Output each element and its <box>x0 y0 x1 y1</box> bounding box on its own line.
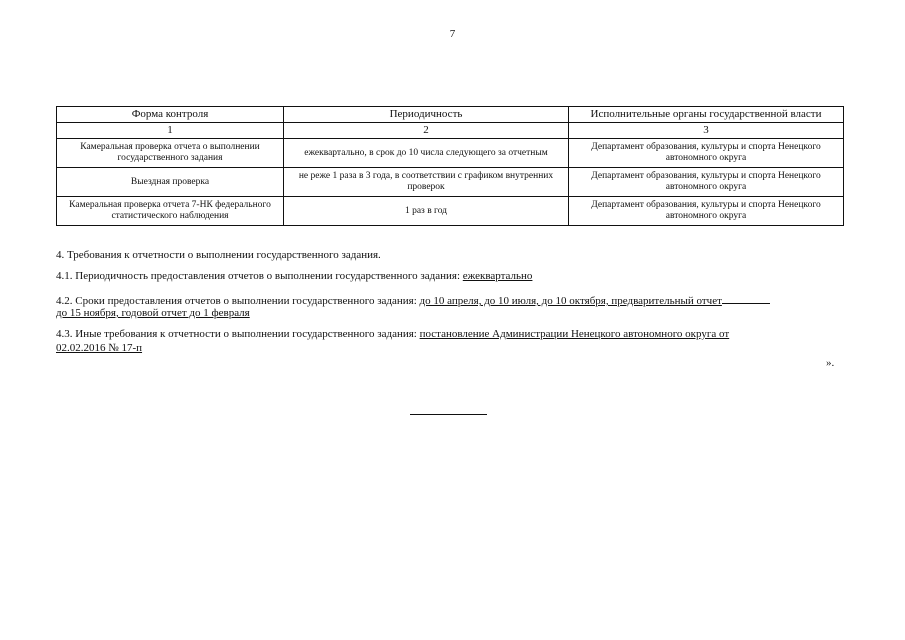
requirement-4-3-label: 4.3. Иные требования к отчетности о выполнении государственного задания: <box>56 328 420 340</box>
table-row <box>57 168 844 197</box>
requirement-4-2-continued <box>56 306 846 321</box>
requirement-4-3-continued <box>56 341 846 356</box>
control-table <box>56 106 844 226</box>
requirement-4-2-value-line1: до 10 апреля, до 10 июля, до 10 октября, предварительный отчет <box>419 295 722 307</box>
table-row <box>57 139 844 168</box>
separator-line <box>410 414 487 415</box>
column-number: 2 <box>284 123 569 139</box>
requirement-4-2-value-line2: до 15 ноября, годовой отчет до 1 февраля <box>56 307 250 319</box>
table-header-row <box>57 107 844 123</box>
requirement-4-1 <box>56 269 846 284</box>
cell-control-form: Камеральная проверка отчета 7-НК федерального статистического наблюдения <box>57 197 284 226</box>
requirement-4-3-value-line2: 02.02.2016 № 17-п <box>56 342 143 354</box>
requirement-4-1-value: ежеквартально <box>462 270 533 282</box>
cell-periodicity: ежеквартально, в срок до 10 числа следующего за отчетным <box>284 139 569 168</box>
cell-periodicity: 1 раз в год <box>284 197 569 226</box>
header-control-form: Форма контроля <box>57 107 284 123</box>
requirement-4-3 <box>56 327 846 342</box>
column-number-row <box>57 123 844 139</box>
cell-control-form: Камеральная проверка отчета о выполнении государственного задания <box>57 139 284 168</box>
column-number: 1 <box>57 123 284 139</box>
cell-periodicity: не реже 1 раза в 3 года, в соответствии с графиком внутренних проверок <box>284 168 569 197</box>
requirements-heading: 4. Требования к отчетности о выполнении государственного задания. <box>56 249 381 261</box>
cell-authority: Департамент образования, культуры и спорта Ненецкого автономного округа <box>569 168 844 197</box>
table-row <box>57 197 844 226</box>
cell-authority: Департамент образования, культуры и спорта Ненецкого автономного округа <box>569 139 844 168</box>
header-authorities: Исполнительные органы государственной власти <box>569 107 844 123</box>
underline-fill <box>722 292 770 304</box>
requirement-4-1-label: 4.1. Периодичность предоставления отчетов о выполнении государственного задания: <box>56 270 463 282</box>
header-periodicity: Периодичность <box>284 107 569 123</box>
closing-quote: ». <box>826 357 835 369</box>
column-number: 3 <box>569 123 844 139</box>
requirement-4-3-value-line1: постановление Администрации Ненецкого автономного округа от <box>419 328 730 340</box>
requirement-4-2-label: 4.2. Сроки предоставления отчетов о выполнении государственного задания: <box>56 295 420 307</box>
cell-authority: Департамент образования, культуры и спорта Ненецкого автономного округа <box>569 197 844 226</box>
cell-control-form: Выездная проверка <box>57 168 284 197</box>
page-number: 7 <box>449 28 456 40</box>
